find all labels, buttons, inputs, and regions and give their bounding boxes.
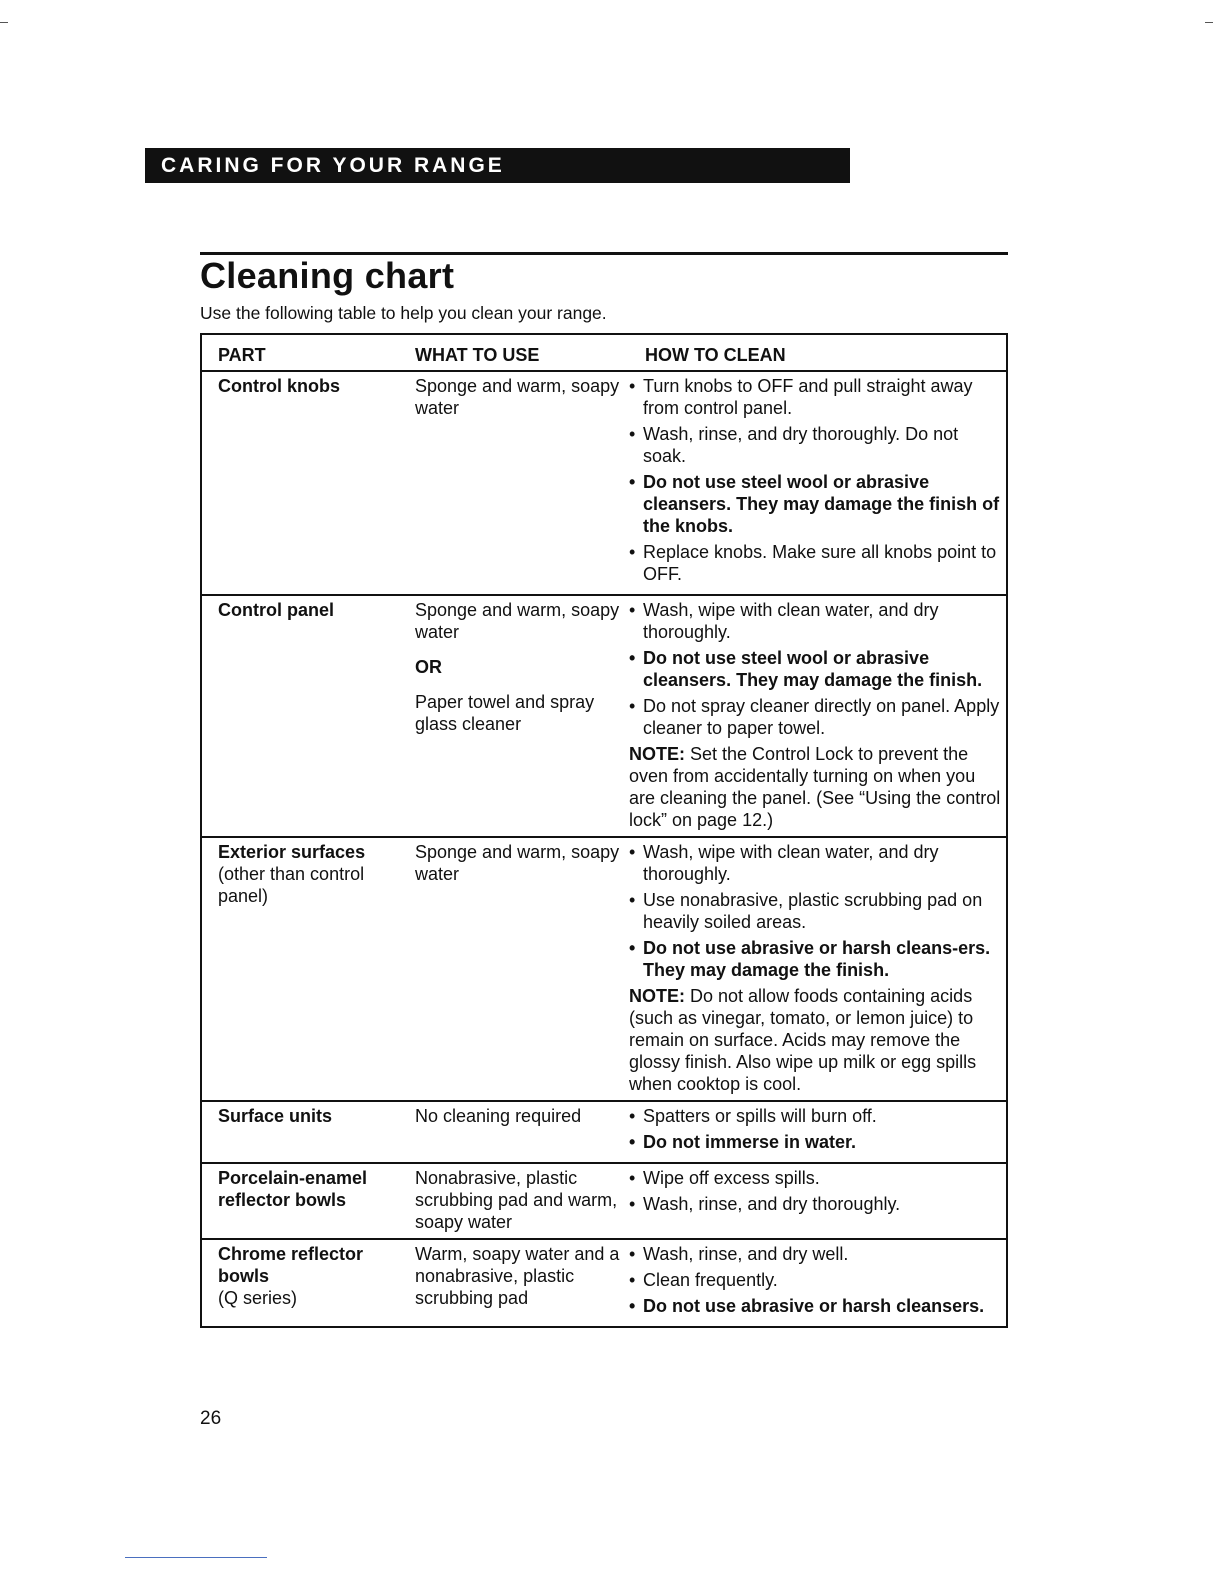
table-row bbox=[201, 837, 1007, 1101]
part-cell bbox=[201, 371, 399, 595]
how-to-clean-cell bbox=[629, 371, 1007, 595]
cleaning-material: Sponge and warm, soapy water bbox=[415, 376, 620, 418]
note-label: NOTE: bbox=[629, 986, 685, 1006]
cleaning-chart-table bbox=[200, 333, 1008, 1328]
cleaning-step: • Wash, rinse, and dry thoroughly. Do not soak. bbox=[629, 423, 1002, 467]
cleaning-steps-list bbox=[629, 841, 1002, 981]
how-to-clean-cell bbox=[629, 1101, 1007, 1163]
warning-step: • Do not use abrasive or harsh cleansers. bbox=[629, 1295, 1002, 1317]
or-separator: OR bbox=[415, 657, 442, 677]
note bbox=[629, 985, 1002, 1095]
cleaning-steps-list bbox=[629, 1167, 1002, 1215]
cleaning-steps-list bbox=[629, 1243, 1002, 1317]
how-to-clean-cell bbox=[629, 1239, 1007, 1327]
warning-step: • Do not use steel wool or abrasive cleansers. They may damage the finish of the knobs. bbox=[629, 471, 1002, 537]
cleaning-step: • Wash, rinse, and dry well. bbox=[629, 1243, 1002, 1265]
what-to-use-cell bbox=[399, 1101, 629, 1163]
table-row bbox=[201, 1101, 1007, 1163]
part-name: Porcelain-enamel reflector bowls bbox=[218, 1168, 368, 1210]
part-name: Surface units bbox=[218, 1106, 333, 1126]
part-subtitle: (Q series) bbox=[218, 1288, 298, 1308]
part-name: Control knobs bbox=[218, 376, 340, 396]
table-row bbox=[201, 1239, 1007, 1327]
scan-edge-mark bbox=[0, 22, 8, 23]
cleaning-step: • Wash, wipe with clean water, and dry thoroughly. bbox=[629, 841, 1002, 885]
cleaning-step: • Use nonabrasive, plastic scrubbing pad on heavily soiled areas. bbox=[629, 889, 1002, 933]
note-text: Set the Control Lock to prevent the oven from accidentally turning on when you are cleaning the panel. (See “Using the control lock” on page 12.) bbox=[629, 744, 1001, 830]
table-row bbox=[201, 1163, 1007, 1239]
scan-edge-mark bbox=[1205, 22, 1213, 23]
cleaning-material: Sponge and warm, soapy water bbox=[415, 842, 620, 884]
table-body bbox=[201, 371, 1007, 1327]
table-header-row bbox=[201, 334, 1007, 371]
cleaning-material: Nonabrasive, plastic scrubbing pad and warm, soapy water bbox=[415, 1168, 618, 1232]
part-cell bbox=[201, 1239, 399, 1327]
warning-step: • Do not immerse in water. bbox=[629, 1131, 1002, 1153]
cleaning-step: • Replace knobs. Make sure all knobs point to OFF. bbox=[629, 541, 1002, 585]
part-name: Control panel bbox=[218, 600, 334, 620]
part-cell bbox=[201, 1101, 399, 1163]
table-row bbox=[201, 371, 1007, 595]
cleaning-step: • Wash, wipe with clean water, and dry thoroughly. bbox=[629, 599, 1002, 643]
what-to-use-cell bbox=[399, 837, 629, 1101]
note-text: Do not allow foods containing acids (such as vinegar, tomato, or lemon juice) to remain on surface. Acids may remove the glossy finish. Also wipe up milk or egg spills when cooktop is cool. bbox=[629, 986, 977, 1094]
table-row bbox=[201, 595, 1007, 837]
what-to-use-cell bbox=[399, 595, 629, 837]
footer-rule bbox=[125, 1557, 267, 1558]
cleaning-step: • Spatters or spills will burn off. bbox=[629, 1105, 1002, 1127]
section-header-bar: CARING FOR YOUR RANGE bbox=[145, 148, 850, 183]
cleaning-steps-list bbox=[629, 375, 1002, 585]
cleaning-material: No cleaning required bbox=[415, 1106, 582, 1126]
part-subtitle: (other than control panel) bbox=[218, 864, 365, 906]
part-name: Exterior surfaces bbox=[218, 842, 366, 862]
part-cell bbox=[201, 1163, 399, 1239]
column-header-part: PART bbox=[201, 334, 399, 371]
warning-step: • Do not use abrasive or harsh cleans-ers. They may damage the finish. bbox=[629, 937, 1002, 981]
warning-step: • Do not use steel wool or abrasive cleansers. They may damage the finish. bbox=[629, 647, 1002, 691]
cleaning-steps-list bbox=[629, 599, 1002, 739]
cleaning-material: Sponge and warm, soapy water bbox=[415, 600, 620, 642]
how-to-clean-cell bbox=[629, 595, 1007, 837]
column-header-what-to-use: WHAT TO USE bbox=[399, 334, 629, 371]
cleaning-material: Paper towel and spray glass cleaner bbox=[415, 692, 595, 734]
cleaning-step: • Turn knobs to OFF and pull straight away from control panel. bbox=[629, 375, 1002, 419]
how-to-clean-cell bbox=[629, 1163, 1007, 1239]
cleaning-step: • Wipe off excess spills. bbox=[629, 1167, 1002, 1189]
page-number: 26 bbox=[200, 1408, 222, 1429]
cleaning-step: • Clean frequently. bbox=[629, 1269, 1002, 1291]
column-header-how-to-clean: HOW TO CLEAN bbox=[629, 334, 1007, 371]
what-to-use-cell bbox=[399, 1239, 629, 1327]
cleaning-steps-list bbox=[629, 1105, 1002, 1153]
page-title: Cleaning chart bbox=[200, 255, 455, 296]
part-cell bbox=[201, 595, 399, 837]
note bbox=[629, 743, 1002, 831]
how-to-clean-cell bbox=[629, 837, 1007, 1101]
what-to-use-cell bbox=[399, 1163, 629, 1239]
cleaning-step: • Do not spray cleaner directly on panel. Apply cleaner to paper towel. bbox=[629, 695, 1002, 739]
cleaning-step: • Wash, rinse, and dry thoroughly. bbox=[629, 1193, 1002, 1215]
what-to-use-cell bbox=[399, 371, 629, 595]
part-name: Chrome reflector bowls bbox=[218, 1244, 364, 1286]
part-cell bbox=[201, 837, 399, 1101]
intro-text: Use the following table to help you clean your range. bbox=[200, 303, 607, 323]
cleaning-material: Warm, soapy water and a nonabrasive, plastic scrubbing pad bbox=[415, 1244, 620, 1308]
note-label: NOTE: bbox=[629, 744, 685, 764]
